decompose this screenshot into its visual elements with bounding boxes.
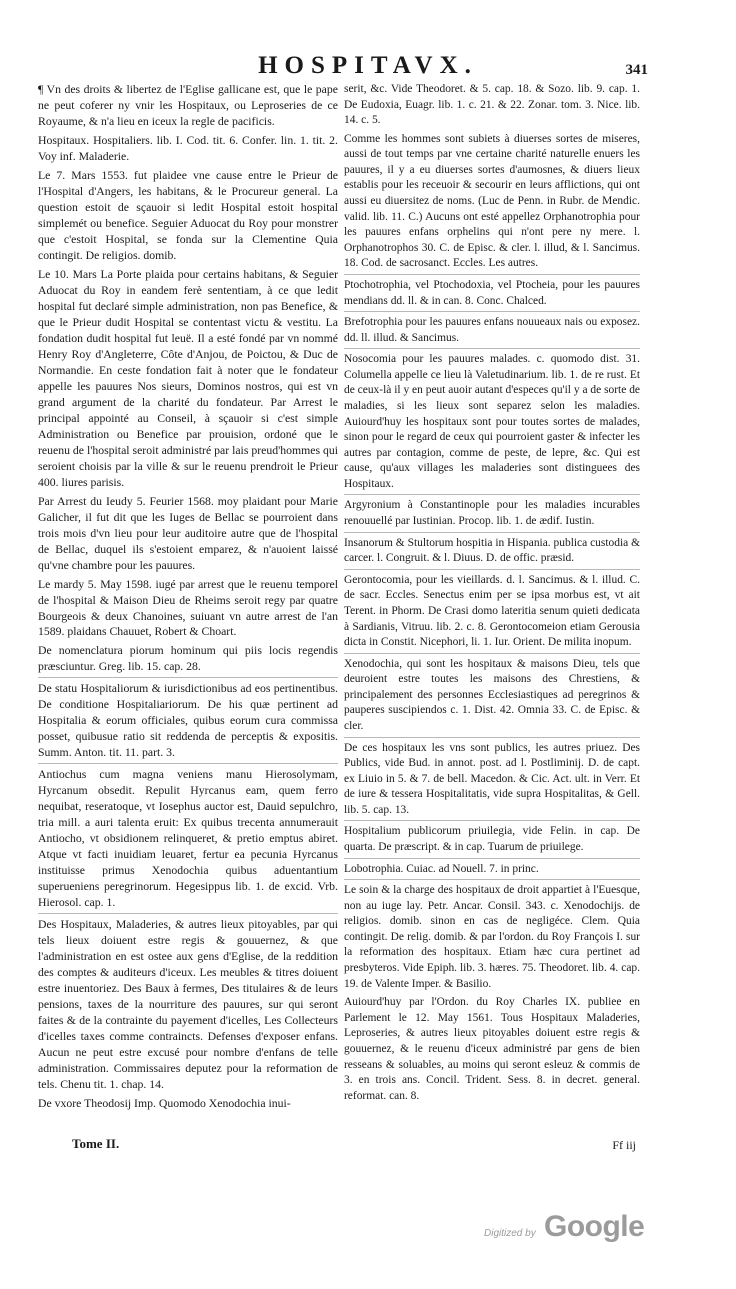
paragraph: ¶ Vn des droits & libertez de l'Eglise gallicane est, que le pape ne peut coferer ny vnir les Hospitaux, ou Leproseries de ce Royaume, & n'a lieu en iceux la regle de pacificis. — [38, 83, 338, 128]
paragraph: Insanorum & Stultorum hospitia in Hispania. publica custodia & carcer. l. Congruit. & l. Diuus. D. de offic. præsid. — [344, 536, 640, 570]
paragraph: Ptochotrophia, vel Ptochodoxia, vel Ptocheia, pour les pauures mendians dd. ll. & in can. 8. Conc. Chalced. — [344, 278, 640, 312]
paragraph: De statu Hospitaliorum & iurisdictionibus ad eos pertinentibus. De conditione Hospitaliariorum. De his quæ pertinent ad Hospitalia & eorum officiales, quibus eorum cura commissa posset, quibusue ratio sit reddenda de perceptis & expositis. Summ. Anton. tit. 11. part. 3. — [38, 681, 338, 764]
running-title: HOSPITAVX. — [258, 52, 478, 79]
left-column — [38, 82, 338, 1115]
paragraph: Nosocomia pour les pauures malades. c. quomodo dist. 31. Columella appelle ce lieu là Valetudinarium. lib. 1. de re rust. Et de ceux-là il y en peut auoir autant d'especes qu'il y a de sorte de maladies, si les lieux sont separez selon les maladies. Auiourd'huy les hospitaux sont pour toutes sortes de malades, sinon pour le regard de ceux qui pourroient gaster & infecter les autres par contagion, comme de peste, de lepre, &c. Qui est cause, qu'aux villages les maladeries sont distinguees des Hospitaux. — [344, 352, 640, 495]
watermark-prefix: Digitized by — [484, 1228, 536, 1239]
paragraph: Gerontocomia, pour les vieillards. d. l. Sancimus. & l. illud. C. de sacr. Eccles. Senectus enim per se ipsa morbus est, vt ait Terent. in Phorm. De Crasi domo lateritia senum quieti dedicata à Sardianis, Vitruu. lib. 2. c. 8. Gerontocomeion etiam Gerousia dicta in Constit. Nicephori, li. 1. Iur. Orient. De milita inopum. — [344, 573, 640, 654]
paragraph: Le 7. Mars 1553. fut plaidee vne cause entre le Prieur de l'Hospital d'Angers, les habitans, & le Procureur general. La question estoit de sçauoir si ledit Hospital estoit hospital simplemét ou benefice. Seguier Aduocat du Roy pour monstrer que c'estoit Hospital, se fonda sur la Clementine Quia contingit. De religios. domib. — [38, 168, 338, 262]
paragraph: Des Hospitaux, Maladeries, & autres lieux pitoyables, par qui tels lieux doiuent estre regis & gouuernez, & que l'administration en est ostee aux gens d'Eglise, de la reddition des comptes & auditeurs d'iceux. Les meubles & titres doiuent estre inuentoriez. Des Baux à fermes, Des titulaires & de leurs pensions, taxes de la nourriture des pauures, sur qui seront faites & de la contrainte du payement d'icelles, Les Collecteurs d'icelles taxes comme contraincts. Defenses d'exposer enfans. Aucun ne peut estre excusé pour nombre d'enfans de telle administration. Commissaires deputez pour la reformation de tels. Chenu tit. 1. chap. 14. — [38, 918, 338, 1092]
paragraph: Antiochus cum magna veniens manu Hierosolymam, Hyrcanum obsedit. Repulit Hyrcanus eam, quem ferro nequibat, reseratoque, vt Iosephus auctor est, Dauid sepulchro, tria mill. a auri talenta eruit: Ex quibus trecenta annumerauit Antiocho, vt obsidionem relinqueret, & pretio emptus abiret. Atque vt facti inuidiam leuaret, fertur ea pecunia Hyrcanus instituisse primus Xenodochia quibus aduentantium superueniens peregrinorum. Hegesippus lib. 1. de excid. Vrb. Hierosol. cap. 1. — [38, 767, 338, 914]
volume-label: Tome II. — [72, 1136, 120, 1151]
paragraph: De nomenclatura piorum hominum qui piis locis regendis præsciuntur. Greg. lib. 15. cap. 28. — [38, 643, 338, 678]
paragraph: Auiourd'huy par l'Ordon. du Roy Charles IX. publiee en Parlement le 12. May 1561. Tous Hospitaux Maladeries, Leproseries, & autres lieux pitoyables doiuent estre regis & gouuernez, & le reuenu d'iceux administré par gens de bien resseans & soluables, au moins qui seront esleuz & commis de 3. en trois ans. Concil. Trident. Sess. 8. in decret. general. reformat. can. 8. — [344, 996, 640, 1102]
paragraph: serit, &c. Vide Theodoret. & 5. cap. 18. & Sozo. lib. 9. cap. 1. De Eudoxia, Euagr. lib. 1. c. 21. & 22. Zonar. tom. 3. Nice. lib. 14. c. 5. — [344, 83, 640, 127]
watermark-brand: Google — [544, 1210, 645, 1243]
paragraph: Argyronium à Constantinople pour les maladies incurables renouuellé par Iustinian. Procop. lib. 1. de ædif. Iustin. — [344, 498, 640, 532]
page-footer — [38, 1136, 640, 1160]
paragraph: Par Arrest du Ieudy 5. Feurier 1568. moy plaidant pour Marie Galicher, il fut dit que les Iuges de Bellac se pourroient dans trois mois d'vn lieu pour leur auditoire autre que de l'hospital de Bellac, duquel ils s'estoient emparez, & n'auoient laissé qu'vne chambre pour les pauures. — [38, 494, 338, 572]
paragraph: Le mardy 5. May 1598. iugé par arrest que le reuenu temporel de l'hospital & Maison Dieu de Rheims seroit regy par quatre Bourgeois & deux Chanoines, suiuant vn autre arrest de l'an 1589. plaidans Chauuet, Robert & Choart. — [38, 577, 338, 639]
paragraph: Comme les hommes sont subiets à diuerses sortes de miseres, aussi de tout temps par vne certaine charité naturelle enuers les pauures, il y a eu diuerses sortes d'aumosnes, & diuers lieux establis pour les receuoir & secourir en leurs afflictions, qui ont aussi eu diuersitez de noms. (Luc de Penn. in Rubr. de Mendic. valid. lib. 11. C.) Aucuns ont esté appellez Orphanotrophia pour les pauures enfans orphelins qui n'ont pere ny mere. l. Orphanotrophos 30. C. de Episc. & cler. l. illud, & l. Sancimus. 18. Cod. de sacrosanct. Eccles. Les autres. — [344, 132, 640, 275]
watermark — [484, 1210, 645, 1250]
right-column — [344, 82, 640, 1107]
paragraph: Xenodochia, qui sont les hospitaux & maisons Dieu, tels que deuroient estre toutes les maisons des Chrestiens, & principalement des personnes Ecclesiastiques ad peregrinos & pauperes suscipiendos c. 1. Dist. 42. Omnia 33. C. de Episc. & cler. — [344, 657, 640, 738]
page-header — [0, 52, 736, 82]
paragraph: Le soin & la charge des hospitaux de droit appartiet à l'Euesque, non au iuge lay. Petr. Ancar. Consil. 343. c. Xenodochijs. de religios. domib. sinon en cas de negligéce. Clem. Quia contingit. De relig. domib. & par l'ordon. du Roy François I. sur la reformation des hospitaux. Etiam hæc cura pertinet ad presbyteros. Vide Epiph. lib. 3. hæres. 75. Theodoret. lib. 4. cap. 19. de Valente Imper. & Basilio. — [344, 884, 640, 990]
signature-mark: Ff iij — [612, 1138, 636, 1152]
paragraph: De vxore Theodosij Imp. Quomodo Xenodochia inui- — [38, 1097, 291, 1111]
paragraph: Le 10. Mars La Porte plaida pour certains habitans, & Seguier Aduocat du Roy in eandem ferè sententiam, à ce que ledit hospital fut declaré simple administration, non pas Benefice, & que le Prieur dudit Hospital se contentast victu & vestitu. La fondation dudit hospital fut leuë. Il a esté fondé par vn nommé Henry Roy d'Angleterre, Côte d'Anjou, de Poictou, & Duc de Normandie. En ceste fondation fait à noter que le fondateur appelle les pauures Nos sieurs, Dominos nostros, qui est vn grand argument de la charité du fondateur. Par Arrest le principal appointé au Conseil, à sçauoir si c'est simple Administration ou Benefice par prouision, ordoné que le reuenu de l'hospital seroit administré par lais preud'hommes qui seroient choisis par la ville & sur le reuenu prendroit le Prieur 400. liures parisis. — [38, 267, 338, 489]
paragraph: Lobotrophia. Cuiac. ad Nouell. 7. in princ. — [344, 862, 640, 881]
page-number: 341 — [625, 62, 648, 78]
paragraph: De ces hospitaux les vns sont publics, les autres priuez. Des Publics, vide Bud. in annot. post. ad l. Postliminij. D. de capt. ex Liuio in 5. & 7. de bell. Macedon. & Cic. Act. ult. in Verr. Et de iure & tessera Hospitalitatis, vide supra Hospitalitas, & Gell. lib. 5. cap. 13. — [344, 741, 640, 822]
paragraph: Brefotrophia pour les pauures enfans nouueaux nais ou exposez. dd. ll. illud. & Sancimus. — [344, 315, 640, 349]
paragraph: Hospitalium publicorum priuilegia, vide Felin. in cap. De quarta. De præscript. & in cap. Tuarum de priuilege. — [344, 824, 640, 858]
paragraph: Hospitaux. Hospitaliers. lib. I. Cod. tit. 6. Confer. lin. 1. tit. 2. Voy inf. Maladerie. — [38, 133, 338, 163]
